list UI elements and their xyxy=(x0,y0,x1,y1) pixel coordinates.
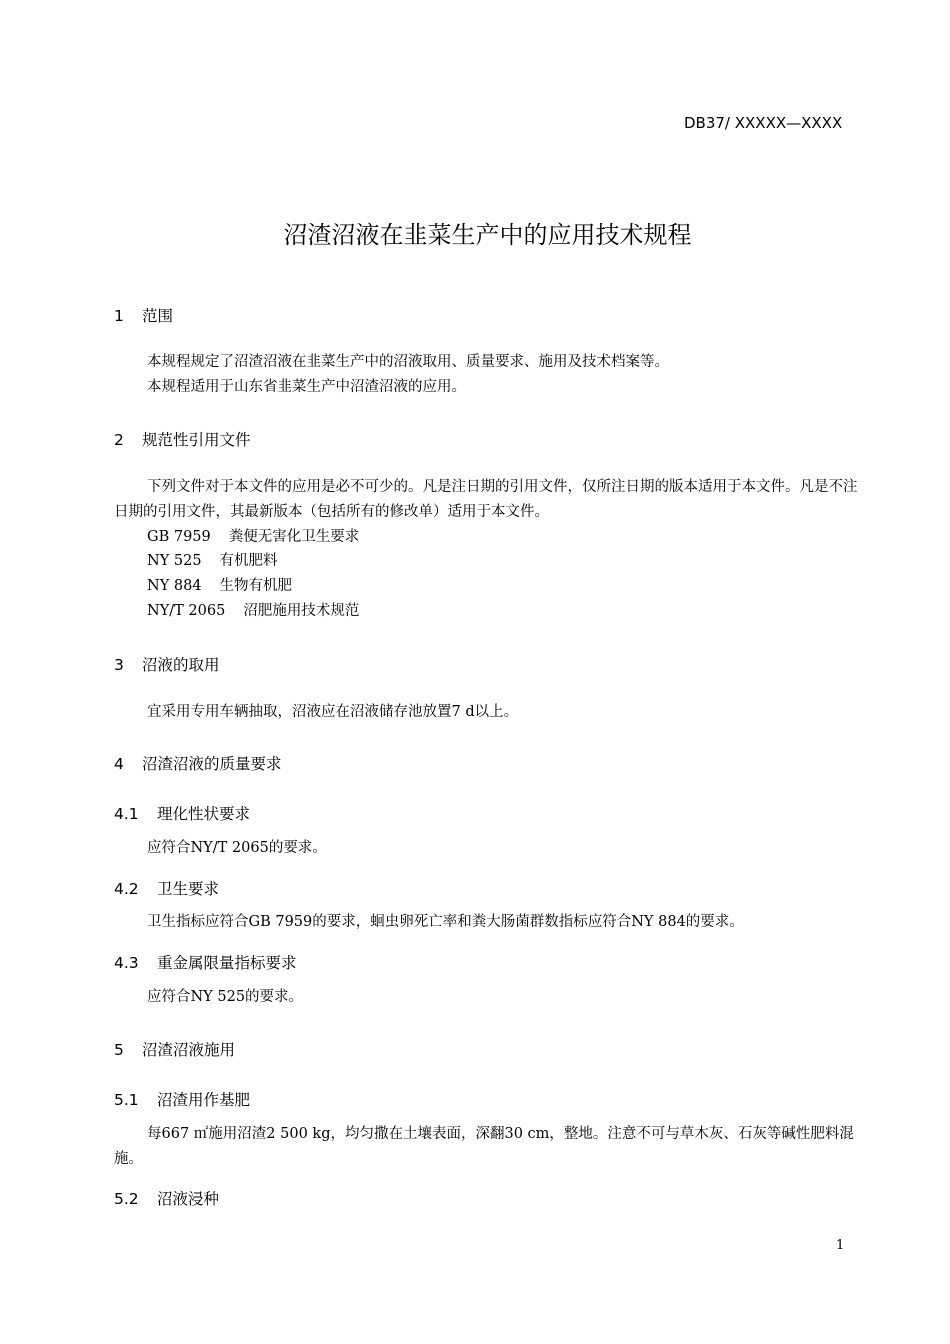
paragraph: 应符合NY/T 2065的要求。 xyxy=(147,840,327,856)
section-title: 沼液的取用 xyxy=(142,656,220,674)
section-number: 3 xyxy=(114,656,124,674)
reference-name: 沼肥施用技术规范 xyxy=(243,603,360,619)
subsection-number: 5.2 xyxy=(114,1190,139,1208)
paragraph: 本规程适用于山东省韭菜生产中沼渣沼液的应用。 xyxy=(147,379,466,395)
reference-code: NY/T 2065 xyxy=(147,603,226,619)
section-title: 沼渣沼液的质量要求 xyxy=(142,755,282,773)
reference-item xyxy=(147,549,278,574)
section-number: 1 xyxy=(114,307,124,325)
paragraph: 下列文件对于本文件的应用是必不可少的。凡是注日期的引用文件，仅所注日期的版本适用于本文件。凡是不注日期的引用文件，其最新版本（包括所有的修改单）适用于本文件。 xyxy=(114,479,858,520)
reference-code: GB 7959 xyxy=(147,529,211,545)
paragraph: 每667 ㎡施用沼渣2 500 kg，均匀撒在土壤表面，深翻30 cm，整地。注意不可与草木灰、石灰等碱性肥料混施。 xyxy=(114,1126,854,1167)
paragraph: 卫生指标应符合GB 7959的要求，蛔虫卵死亡率和粪大肠菌群数指标应符合NY 884的要求。 xyxy=(147,914,744,930)
reference-code: NY 525 xyxy=(147,553,202,569)
paragraph: 宜采用专用车辆抽取，沼液应在沼液储存池放置7 d以上。 xyxy=(147,704,519,720)
reference-name: 生物有机肥 xyxy=(219,578,293,594)
subsection-title: 沼液浸种 xyxy=(157,1190,220,1208)
reference-item xyxy=(147,525,359,550)
subsection-4-1-heading xyxy=(114,802,250,824)
section-5-heading xyxy=(114,1038,235,1060)
subsection-4-2-heading xyxy=(114,877,219,899)
subsection-title: 卫生要求 xyxy=(157,880,220,898)
section-title: 规范性引用文件 xyxy=(142,431,251,449)
subsection-5-2-heading xyxy=(114,1187,219,1209)
subsection-4-3-heading xyxy=(114,951,297,973)
subsection-title: 理化性状要求 xyxy=(157,805,251,823)
subsection-5-1-heading xyxy=(114,1088,250,1110)
document-number: DB37/ XXXXX—XXXX xyxy=(684,114,843,132)
section-number: 2 xyxy=(114,431,124,449)
paragraph: 应符合NY 525的要求。 xyxy=(147,989,304,1005)
reference-name: 有机肥料 xyxy=(219,553,278,569)
reference-item xyxy=(147,574,292,599)
reference-item xyxy=(147,599,359,624)
section-title: 沼渣沼液施用 xyxy=(142,1041,236,1059)
reference-code: NY 884 xyxy=(147,578,202,594)
section-2-heading xyxy=(114,428,251,450)
subsection-title: 沼渣用作基肥 xyxy=(157,1091,251,1109)
section-number: 5 xyxy=(114,1041,124,1059)
subsection-number: 4.2 xyxy=(114,880,139,898)
reference-name: 粪便无害化卫生要求 xyxy=(228,529,360,545)
section-number: 4 xyxy=(114,755,124,773)
subsection-number: 4.3 xyxy=(114,954,139,972)
section-3-heading xyxy=(114,653,220,675)
page-number: 1 xyxy=(836,1238,845,1253)
subsection-number: 5.1 xyxy=(114,1091,139,1109)
subsection-title: 重金属限量指标要求 xyxy=(157,954,297,972)
section-4-heading xyxy=(114,752,282,774)
document-title: 沼渣沼液在韭菜生产中的应用技术规程 xyxy=(283,221,692,249)
paragraph: 本规程规定了沼渣沼液在韭菜生产中的沼液取用、质量要求、施用及技术档案等。 xyxy=(147,354,669,370)
section-1-heading xyxy=(114,304,173,326)
subsection-number: 4.1 xyxy=(114,805,139,823)
section-title: 范围 xyxy=(142,307,174,325)
